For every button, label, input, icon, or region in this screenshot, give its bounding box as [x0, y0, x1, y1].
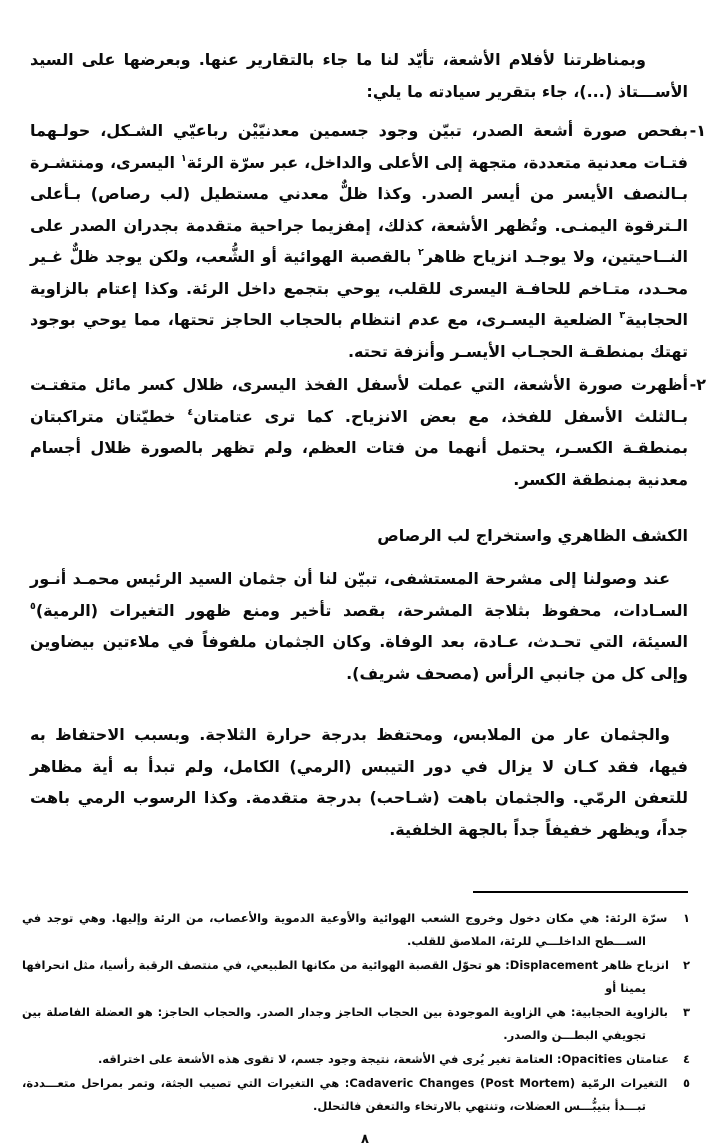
item-text [30, 121, 688, 361]
footnote-text: سرّة الرئة: هي مكان دخول وخروج الشعب الهوائية والأوعية الدموية والأعصاب، من الرئة وإليها. وهي توجد في الســـطح الداخلـــي للرئة، الملاصق للقلب. [22, 911, 668, 948]
footnote-reference-marker: ٢ [418, 247, 424, 258]
paragraph-text [30, 725, 688, 839]
footnote-number: ٤ [682, 1052, 690, 1066]
footnote-number: ١ [682, 911, 690, 925]
body-paragraph [30, 563, 688, 689]
numbered-item [30, 369, 706, 495]
text-segment: أظهرت صورة الأشعة، التي عملت لأسفل الفخذ اليسرى، ظلال كسر مائل متفتـت بـالثلث الأسفل للفخذ، مع بعض الانزياح. كما ترى عتامتان [30, 375, 689, 426]
footnotes-section [22, 907, 700, 1118]
footnote [22, 1072, 700, 1118]
text-segment: والجثمان عار من الملابس، ومحتفظ بدرجة حرارة الثلاجة. وبسبب الاحتفاظ به فيها، فقد كـان لا يزال في دور التيبس (الرمي) الكامل، ولم تبدأ به أية مظاهر للتعفن الرمّي. والجثمان باهت (شـاحب) بدرجة متقدمة. وكذا الرسوب الرمي باهت جداً، ويظهر خفيفاً جداً بالجهة الخلفية. [30, 725, 688, 839]
footnote-text: انزياح ظاهر Displacement: هو تحوّل القصبة الهوائية من مكانها الطبيعي، في منتصف الرقبة رأسيا، مثل انحرافها يمينا أو [22, 958, 669, 995]
page-number: ٨ [361, 1132, 369, 1147]
text-segment: وبمناظرتنا لأفلام الأشعة، تأيّد لنا ما جاء بالتقارير عنها. وبعرضها على السيد الأســـتاذ (...)، جاء بتقرير سيادته ما يلي: [30, 50, 688, 101]
numbered-item [30, 115, 706, 367]
item-number: ٢- [689, 375, 706, 394]
numbered-findings-list [30, 115, 706, 495]
section-heading: الكشف الظاهري واستخراج لب الرصاص [377, 526, 688, 545]
text-segment: بفحص صورة أشعة الصدر، تبيّن وجود جسمين معدنيّيْن رباعيّي الشـكل، حولـهما فتـات معدنية متعددة، متجهة إلى الأعلى والداخل، عبر سرّة الرئة [30, 121, 689, 172]
text-segment: عند وصولنا إلى مشرحة المستشفى، تبيّن لنا أن جثمان السيد الرئيس محمـد أنـور السـادات، محفوظ بثلاجة المشرحة، بقصد تأخير ومنع ظهور التغيرات (الرمية) [30, 569, 688, 620]
text-segment: بالقصبة الهوائية أو الشُّعب، ولكن يوجد ظلٌّ غـير محـدد، متـاخم للحافـة اليسرى للقلب، يوحي بتجمع داخل الرئة. وكذا إعتام بالزاوية الحجابية [30, 247, 688, 329]
footnote-reference-marker: ٤ [187, 406, 194, 418]
footnote-number: ٣ [682, 1005, 690, 1019]
footnote-text: عتامتان Opacities: العتامة تغير يُرى في الأشعة، نتيجة وجود جسم، لا تقوى هذه الأشعة على اختراقه. [97, 1052, 669, 1066]
footnote [22, 954, 700, 1000]
footnote-number: ٥ [682, 1076, 691, 1090]
text-segment: السيئة، التي تحـدث، عـادة، بعد الوفاة. وكان الجثمان ملفوفاً في ملاءتين بيضاوين وإلى كل من جانبي الرأس (مصحف شريف). [30, 632, 688, 683]
text-segment: الضلعية اليسـرى، مع عدم انتظام بالحجاب الحاجز تحتها، مما يوحي بوجود تهتك بمنطقـة الحجـاب الأيسـر وأنزفة تحته. [30, 310, 688, 361]
footnote [22, 1048, 700, 1071]
footnote-separator-line [473, 891, 688, 893]
text-segment: اليسرى، ومنتشـرة بـالنصف الأيسر من أيسر الصدر. وكذا ظلٌّ معدني مستطيل (لب رصاص) بـأعلى الـترقوة اليمنـى. وتُظهر الأشعة، كذلك، إمفزيما جراحية متقدمة بجدران الصدر على النــاحيتين، ولا يوجـد انزياح ظاهر [30, 152, 689, 266]
body-paragraphs [30, 563, 700, 845]
footnote-text: بالزاوية الحجابية: هي الزاوية الموجودة بين الحجاب الحاجز وجدار الصدر. والحجاب الحاجز: هو العضلة الفاصلة بين تجويفي البطـــن والصدر. [22, 1005, 669, 1042]
item-number: ١- [689, 121, 706, 140]
footnote-reference-marker: ٥ [30, 600, 36, 612]
footnote-reference-marker: ٣ [619, 310, 626, 321]
intro-paragraph [30, 44, 688, 107]
item-text [30, 375, 688, 489]
paragraph-text [30, 569, 688, 683]
footnote [22, 907, 700, 953]
body-paragraph [30, 719, 688, 845]
text-segment: خطيّتان متراكبتان بمنطقـة الكسـر، يحتمل أنهما من فتات العظم، ولم تظهر بالصورة ظلال أجسام معدنية بمنطقة الكسر. [30, 406, 688, 489]
footnote-number: ٢ [682, 958, 690, 972]
footnote-text: التغيرات الرمّية Cadaveric Changes (Post Mortem)‎: هي التغيرات التي تصيب الجثة، وتمر بمراحل متعـــددة، تبـــدأ بتيبُّـــس العضلات، وتنتهي بالارتخاء والتعفن فالتحلل. [22, 1076, 668, 1113]
footnote [22, 1001, 700, 1047]
footnote-reference-marker: ١ [180, 152, 187, 164]
